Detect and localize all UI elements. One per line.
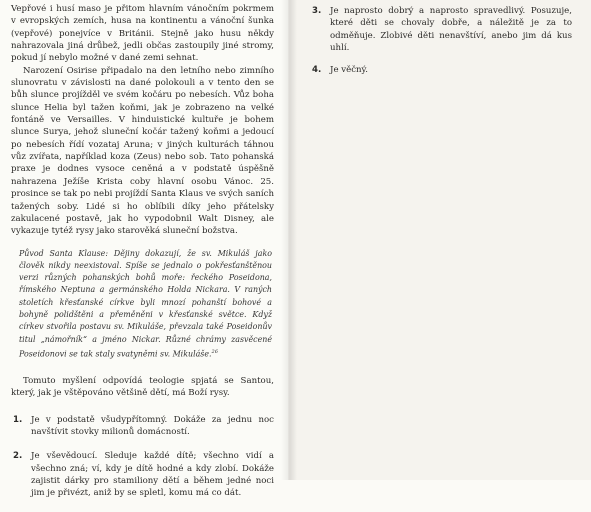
left-text-column	[11, 3, 274, 512]
list-number: 2.	[13, 451, 23, 462]
list-item-text: Je naprosto dobrý a naprosto spravedlivý. Posuzuje, které děti se chovaly dobře, a náležitě je za to odměňuje. Zlobivé děti nenavštíví, anebo jim dá kus uhlí.	[330, 6, 572, 54]
block-quote-text: Původ Santa Klause: Dějiny dokazují, že sv. Mikuláš jako člověk nikdy neexistoval. Spíše se jednalo o pokřesťanštěnou verzi různých pohanských bohů moře: řeckého Poseidona, římského Neptuna a germánského Holda Nickara. V raných stoletích křesťanské církve byli mnozí pohanští bohové a bohyně polidštěni a přeměněni v křesťanské světce. Když církev stvořila postavu sv. Mikuláše, převzala také Poseidonův titul „námořník“ a jméno Nickar. Různé chrámy zasvěcené Poseidonovi se tak staly svatyněmi sv. Mikuláše.	[19, 248, 272, 359]
list-item	[11, 414, 274, 439]
numbered-list	[310, 5, 572, 77]
left-page	[0, 0, 288, 499]
list-item-text: Je věčný.	[330, 65, 368, 76]
list-number: 4.	[312, 65, 322, 76]
list-item	[11, 450, 274, 499]
list-number: 1.	[13, 414, 23, 425]
list-item-text: Je v podstatě všudypřítomný. Dokáže za jednu noc navštívit stovky milionů domácností.	[31, 414, 274, 437]
footnote-ref: 26	[211, 348, 218, 355]
paragraph: Narození Osirise připadalo na den letního nebo zimního slunovratu v závislosti na dané polokouli a v tento den se bůh slunce projížděl ve svém kočáru po nebesích. Vůz boha slunce Helia byl tažen koňmi, jak je zobrazeno na velké fontáně ve Versailles. V hinduistické kultuře je bohem slunce Surya, jehož sluneční kočár tažený koňmi a jedoucí po nebesích řídí vozataj Aruna; v jiných kulturách táhnou vůz zvířata, například koza (Zeus) nebo sob. Tato pohanská praxe je dodnes vysoce ceněná a v podstatě úspěšně nahrazena Ježíše Krista coby hlavní osobu Vánoc. 25. prosince se tak po nebi projíždí Santa Klaus ve svých saních tažených soby. Lidé si ho oblíbili díky jeho přátelsky zakulacené postavě, jak ho vypodobnil Walt Disney, ale vykazuje tytéž rysy jako starověká sluneční božstva.	[11, 65, 274, 237]
numbered-list	[11, 414, 274, 500]
paragraph: Vepřové i husí maso je přitom hlavním vánočním pokrmem v evropských zemích, husa na kontinentu a vánoční šunka (vepřové) ponejvíce v Británii. Stejně jako husu někdy nahrazovala jiná drůbež, jedli občas zastoupily jiné stromy, pokud jí nebylo možné v dané zemi sehnat.	[11, 4, 274, 64]
list-item-text: Je vševědoucí. Sleduje každé dítě; všechno vidí a všechno zná; ví, kdy je dítě hodné a kdy zlobí. Dokáže zajistit dárky pro stamiliony dětí a během jedné noci jim je přivézt, aniž by se spletl, komu má co dát.	[31, 451, 274, 499]
paragraph: Tomuto myšlení odpovídá teologie spjatá se Santou, který, jak je vštěpováno většině dětí, má Boží rysy.	[11, 375, 274, 399]
list-number: 3.	[312, 6, 322, 16]
book-gutter-shadow	[281, 0, 297, 480]
right-page	[288, 0, 591, 480]
list-item	[310, 64, 572, 76]
right-text-column	[310, 5, 572, 87]
block-quote	[19, 248, 272, 361]
list-item	[310, 5, 572, 54]
